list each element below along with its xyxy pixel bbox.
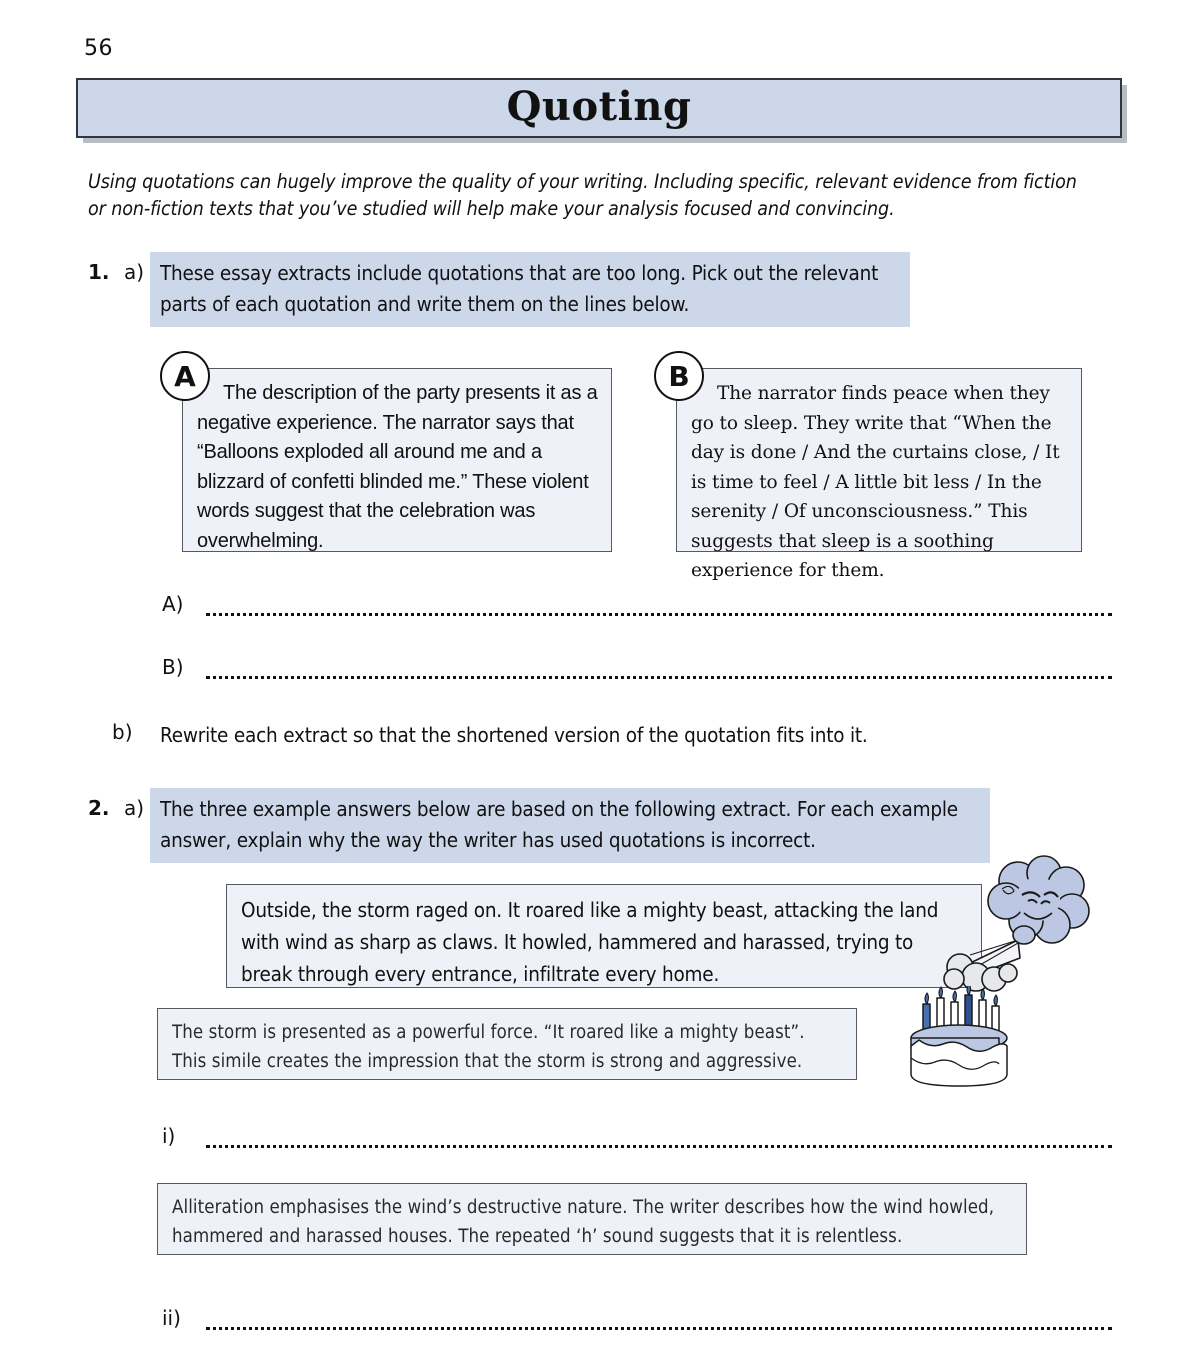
extract-a-text: The description of the party presents it as a negative experience. The narrator says that “Balloons exploded all around me and a blizzard of confetti blinded me.” These violent words suggest that the celebration was overwhelming. [197,382,598,552]
answer-row-b[interactable] [162,655,1112,679]
answer-label-ii: ii) [162,1306,181,1330]
question-1a-instruction: These essay extracts include quotations that are too long. Pick out the relevant parts of each quotation and write them on the lines below. [150,252,910,327]
answer-label-b: B) [162,655,184,679]
example-answer-box-2: Alliteration emphasises the wind’s destructive nature. The writer describes how the wind howled, hammered and harassed houses. The repeated ‘h’ sound suggests that it is relentless. [157,1183,1027,1255]
extract-box-b [676,368,1082,581]
answer-line-ii[interactable] [206,1313,1112,1330]
answer-row-ii[interactable] [162,1306,1112,1330]
question-1-number: 1. [88,260,110,284]
extract-box-a [182,368,612,552]
question-1b-text: Rewrite each extract so that the shortened version of the quotation fits into it. [160,723,868,747]
example-answer-box-1: The storm is presented as a powerful force. “It roared like a mighty beast”. This simile creates the impression that the storm is strong and aggressive. [157,1008,857,1080]
page-title: Quoting [506,83,692,130]
extract-b-badge: B [654,351,704,401]
answer-label-i: i) [162,1124,176,1148]
extract-a-badge: A [160,351,210,401]
answer-label-a: A) [162,592,184,616]
answer-line-b[interactable] [206,662,1112,679]
question-2a-instruction: The three example answers below are based on the following extract. For each example answer, explain why the way the writer has used quotations is incorrect. [150,788,990,863]
question-2a-letter: a) [124,796,145,820]
answer-line-i[interactable] [206,1131,1112,1148]
question-1b-letter: b) [112,720,133,744]
question-2-number: 2. [88,796,110,820]
source-extract-box: Outside, the storm raged on. It roared like a mighty beast, attacking the land with wind as sharp as claws. It howled, hammered and harassed, trying to break through every entrance, infiltrate every home. [226,884,982,988]
question-1a-letter: a) [124,260,145,284]
answer-row-a[interactable] [162,592,1112,616]
page-title-banner [76,78,1122,138]
page-number: 56 [84,36,113,61]
blowing-cloud-icon [940,855,1090,1000]
extract-b-text: The narrator finds peace when they go to sleep. They write that “When the day is done / And the curtains close, / It is time to feel / A little bit less / In the serenity / Of unconsciousness.” This suggests that sleep is a soothing experience for them. [691,383,1060,581]
answer-line-a[interactable] [206,599,1112,616]
intro-paragraph: Using quotations can hugely improve the quality of your writing. Including specific, relevant evidence from fiction or non-fiction texts that you’ve studied will help make your analysis focused and convincing. [88,170,1077,220]
answer-row-i[interactable] [162,1124,1112,1148]
birthday-cake-icon [903,986,1013,1091]
